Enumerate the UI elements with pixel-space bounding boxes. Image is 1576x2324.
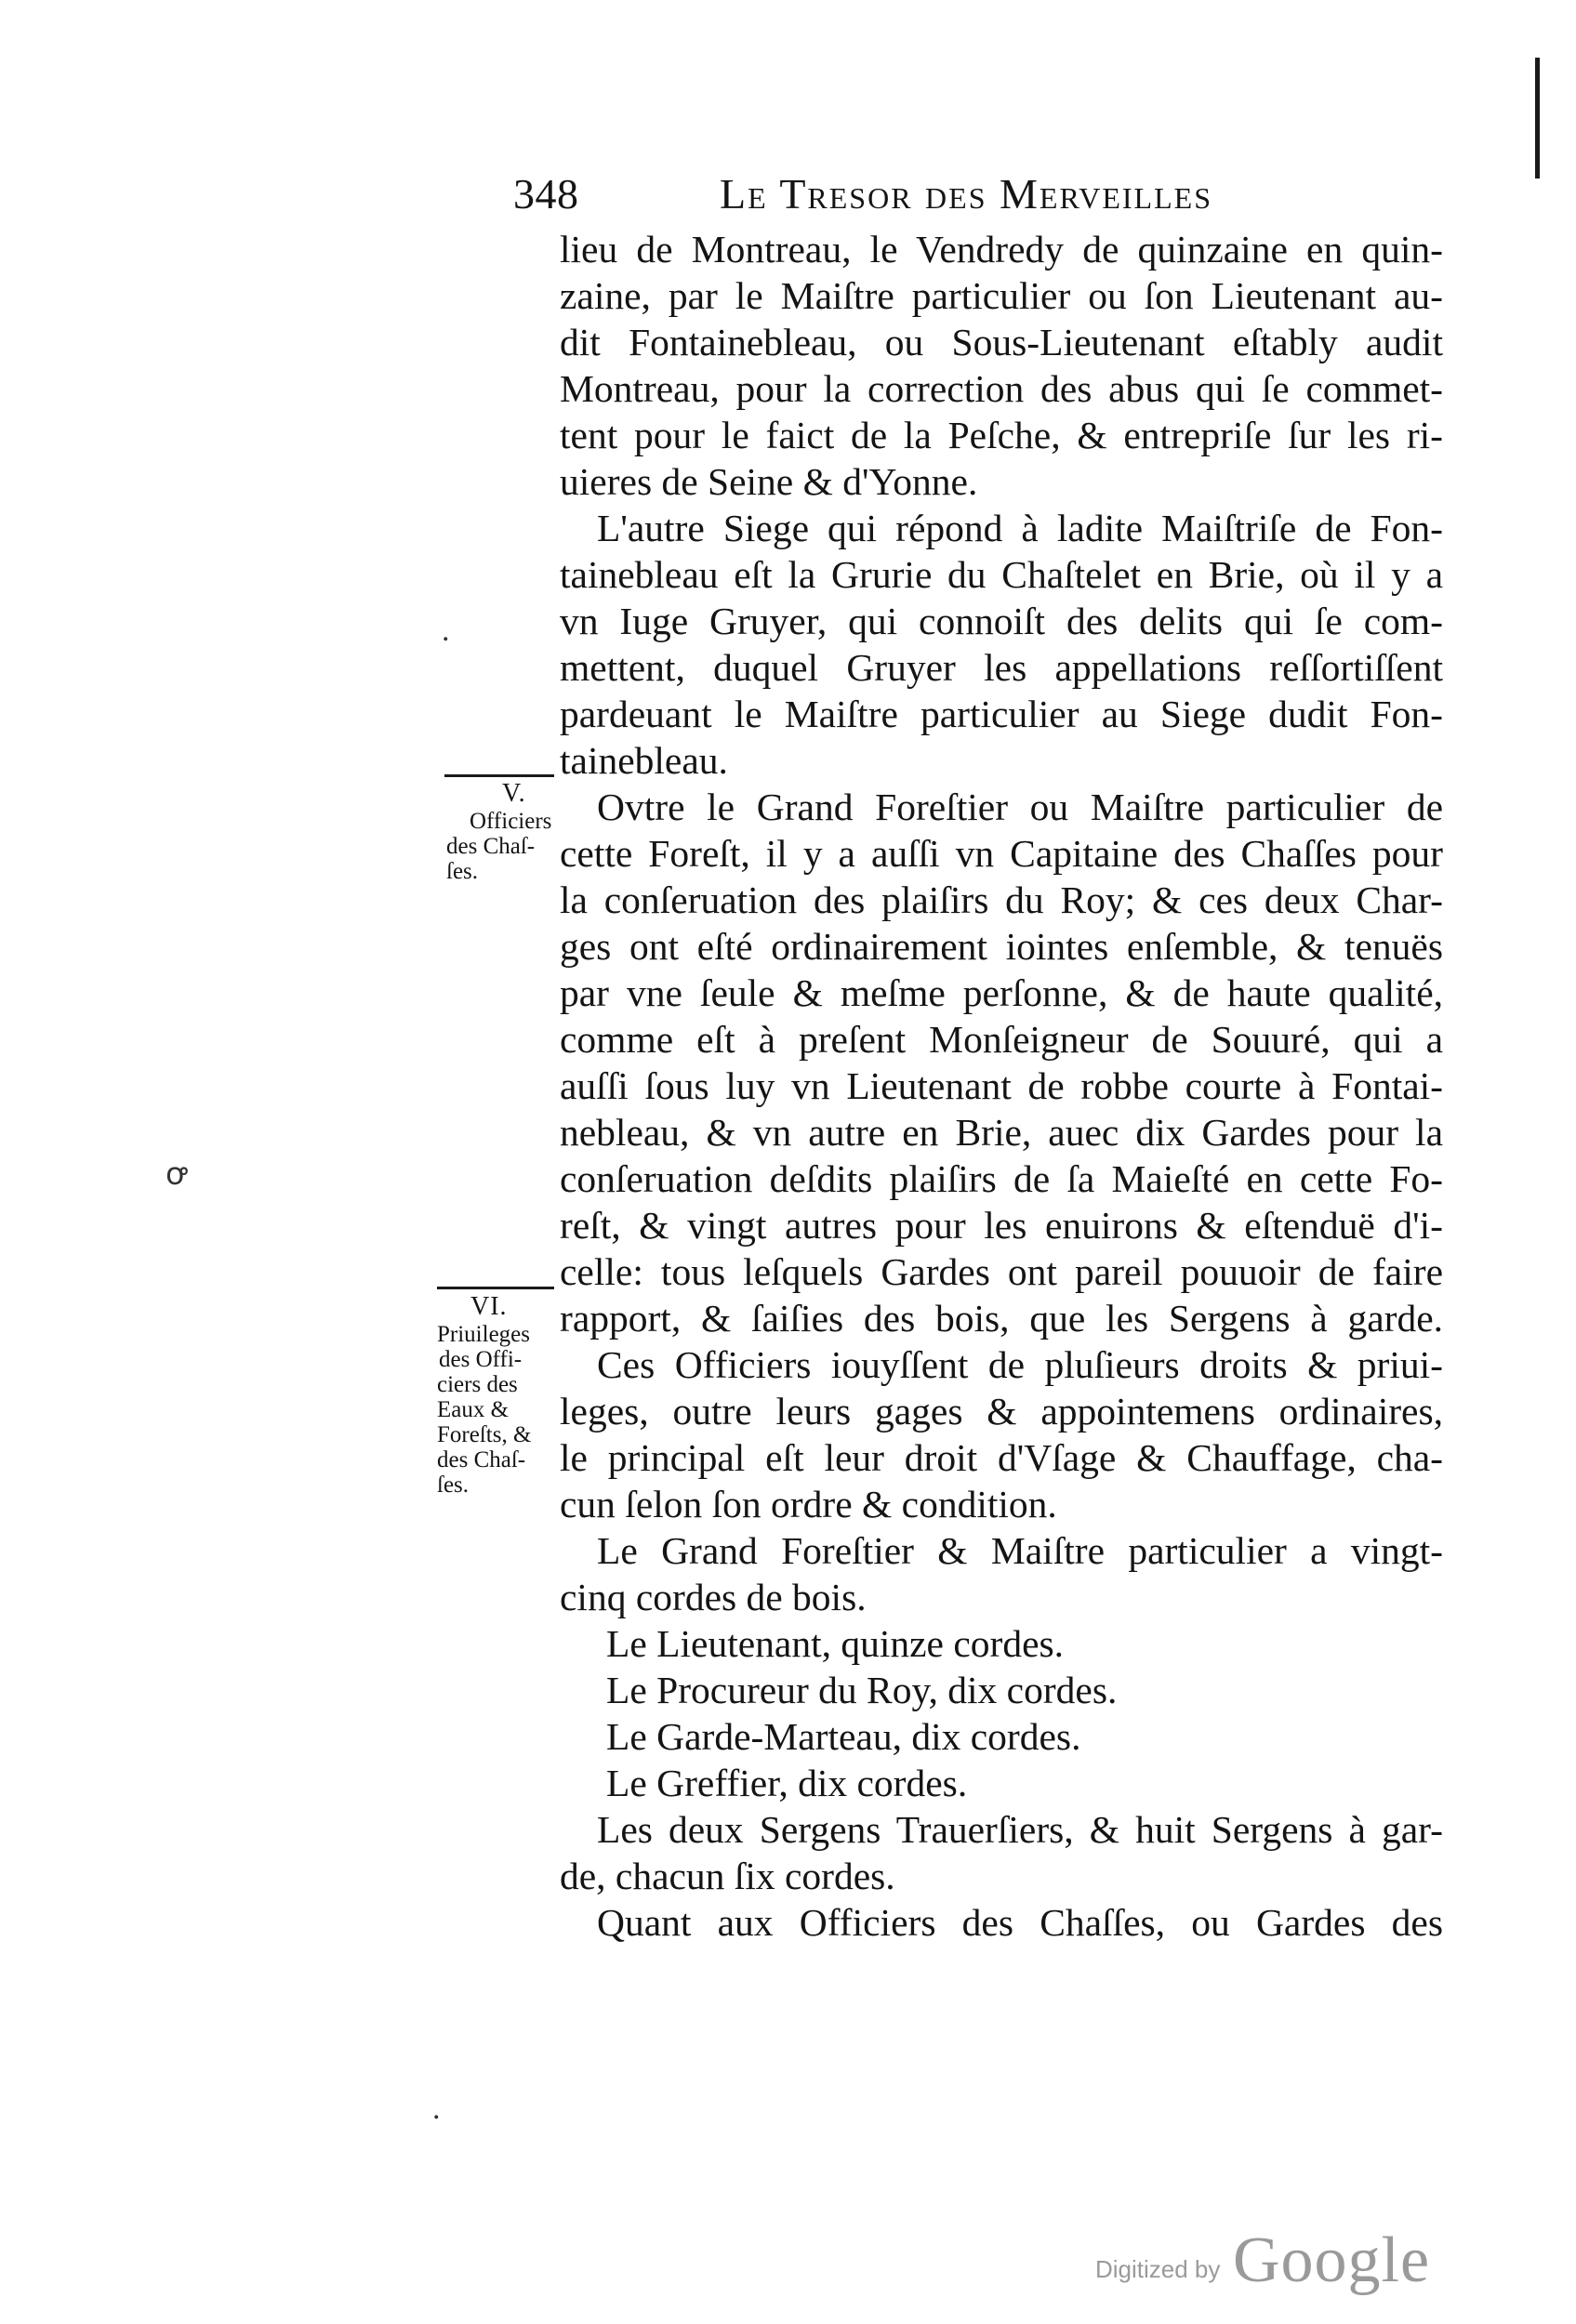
page-edge-rule xyxy=(1535,58,1540,178)
text-line: reſt, & vingt autres pour les enuirons & eſtenduë d'i- xyxy=(560,1204,1443,1247)
margin-note-line: ciers des xyxy=(437,1372,518,1397)
text-line: cette Foreſt, il y a auſſi vn Capitaine des Chaſſes pour xyxy=(560,832,1443,875)
allowance-item: Les deux Sergens Trauerſiers, & huit Sergens à gar- xyxy=(597,1808,1443,1851)
text-line: ges ont eſté ordinairement iointes enſemble, & tenuës xyxy=(560,925,1443,968)
google-logo: Google xyxy=(1233,2225,1431,2296)
text-line: tent pour le faict de la Peſche, & entrepriſe ſur les ri- xyxy=(560,414,1443,456)
text-line: leges, outre leurs gages & appointemens ordinaires, xyxy=(560,1390,1443,1433)
text-line: rapport, & ſaiſies des bois, que les Sergens à garde. xyxy=(560,1297,1443,1340)
text-line: pardeuant le Maiſtre particulier au Siege dudit Fon- xyxy=(560,693,1443,735)
text-line: tainebleau eſt la Grurie du Chaſtelet en Brie, où il y a xyxy=(560,553,1443,596)
running-title: Le Tresor des Merveilles xyxy=(720,170,1212,218)
text-line: Le Grand Foreſtier & Maiſtre particulier a vingt- xyxy=(597,1529,1443,1572)
section-vi-opening-line: Ces Officiers iouyſſent de pluſieurs droits & priui- xyxy=(597,1343,1443,1386)
allowance-item: Le Procureur du Roy, dix cordes. xyxy=(606,1669,1118,1711)
text-line: uieres de Seine & d'Yonne. xyxy=(560,460,978,503)
running-header xyxy=(513,169,1415,225)
text-line: auſſi ſous luy vn Lieutenant de robbe courte à Fontai- xyxy=(560,1064,1443,1107)
text-line: cun ſelon ſon ordre & condition. xyxy=(560,1483,1057,1525)
margin-note-line: Foreſts, & xyxy=(437,1422,532,1447)
section-v-rule xyxy=(444,774,554,777)
section-vi-rule xyxy=(437,1287,554,1289)
margin-note-v-number: V. xyxy=(502,779,526,808)
text-line: L'autre Siege qui répond à ladite Maiſtriſe de Fon- xyxy=(597,507,1443,549)
text-line: de, chacun ſix cordes. xyxy=(560,1855,895,1897)
stray-mark: ꝍ xyxy=(166,1157,187,1192)
margin-note-line: Eaux & xyxy=(437,1397,510,1422)
margin-note-line: ſes. xyxy=(437,1472,470,1498)
margin-note-line: des Chaſ- xyxy=(446,834,536,859)
text-line: par vne ſeule & meſme perſonne, & de haute qualité, xyxy=(560,971,1443,1014)
stray-mark: . xyxy=(442,614,450,648)
text-line: cinq cordes de bois. xyxy=(560,1576,867,1618)
digitized-by-label: Digitized by xyxy=(1095,2255,1221,2283)
text-line: tainebleau. xyxy=(560,739,728,782)
text-line: comme eſt à preſent Monſeigneur de Souuré, qui a xyxy=(560,1018,1443,1061)
text-line: lieu de Montreau, le Vendredy de quinzaine en quin- xyxy=(560,228,1443,271)
digitization-footer xyxy=(1095,2224,1449,2298)
section-v-opening-line: Ovtre le Grand Foreſtier ou Maiſtre particulier de xyxy=(597,786,1443,828)
text-line: la conſeruation des plaiſirs du Roy; & ces deux Char- xyxy=(560,878,1443,921)
allowance-item: Le Lieutenant, quinze cordes. xyxy=(606,1622,1065,1665)
text-line: nebleau, & vn autre en Brie, auec dix Gardes pour la xyxy=(560,1111,1443,1154)
text-line: Quant aux Officiers des Chaſſes, ou Gardes des xyxy=(597,1901,1443,1944)
text-line: conſeruation deſdits plaiſirs de ſa Maieſté en cette Fo- xyxy=(560,1157,1443,1200)
text-line: vn Iuge Gruyer, qui connoiſt des delits qui ſe com- xyxy=(560,600,1443,642)
margin-note-line: Officiers xyxy=(470,809,552,834)
allowance-item: Le Greffier, dix cordes. xyxy=(606,1762,968,1804)
margin-note-line: Priuileges xyxy=(437,1322,530,1347)
page-number: 348 xyxy=(513,170,579,218)
margin-note-vi-number: VI. xyxy=(470,1292,508,1321)
allowance-item: Le Garde-Marteau, dix cordes. xyxy=(606,1715,1081,1758)
text-line: le principal eſt leur droit d'Vſage & Chauffage, cha- xyxy=(560,1436,1443,1479)
stray-mark: . xyxy=(432,2092,441,2126)
margin-note-line: ſes. xyxy=(446,859,479,884)
text-line: zaine, par le Maiſtre particulier ou ſon Lieutenant au- xyxy=(560,274,1443,317)
text-line: dit Fontainebleau, ou Sous-Lieutenant eſtably audit xyxy=(560,321,1443,363)
text-line: Montreau, pour la correction des abus qui ſe commet- xyxy=(560,367,1443,410)
margin-note-line: des Offi- xyxy=(439,1347,523,1372)
margin-note-line: des Chaſ- xyxy=(437,1447,526,1472)
text-line: mettent, duquel Gruyer les appellations reſſortiſſent xyxy=(560,646,1443,689)
text-line: celle: tous leſquels Gardes ont pareil pouuoir de faire xyxy=(560,1250,1443,1293)
